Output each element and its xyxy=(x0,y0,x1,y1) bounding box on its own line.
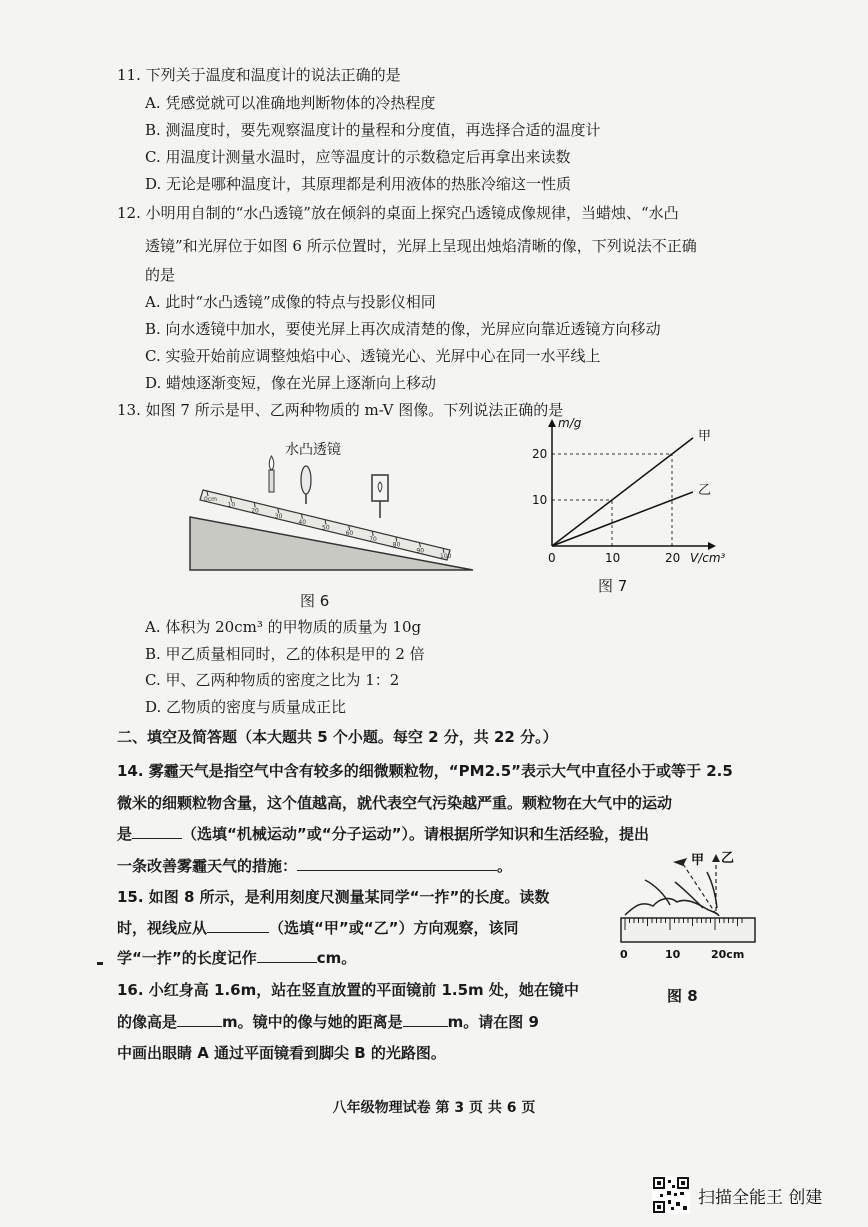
q15-line3-post: cm。 xyxy=(316,949,357,967)
q15-line3 xyxy=(117,948,356,968)
q14-line4-pre: 一条改善雾霾天气的措施： xyxy=(117,857,298,875)
eye-icon xyxy=(673,858,687,866)
q14-line3-post: （选填“机械运动”或“分子运动”）。请根据所学知识和生活经验，提出 xyxy=(182,825,649,843)
fig8-label-yi: 乙 xyxy=(721,851,735,866)
q15-blank-2[interactable] xyxy=(257,948,317,963)
q11-option-c: C. 用温度计测量水温时，应等温度计的示数稳定后再拿出来读数 xyxy=(145,148,571,166)
q16-line1: 16. 小红身高 1.6m，站在竖直放置的平面镜前 1.5m 处，她在镜中 xyxy=(117,981,579,999)
q11-stem: 11. 下列关于温度和温度计的说法正确的是 xyxy=(117,66,401,84)
fig8-label-jia: 甲 xyxy=(691,853,705,868)
fig8-tick-0: 0 xyxy=(620,948,628,961)
q13-option-b: B. 甲乙质量相同时，乙的体积是甲的 2 倍 xyxy=(145,645,425,663)
x-axis-arrow xyxy=(708,542,716,550)
ruler-tick-label: 20 xyxy=(251,507,259,515)
q11-option-b: B. 测温度时，要先观察温度计的量程和分度值，再选择合适的温度计 xyxy=(145,121,601,139)
q16-line2-c: m。请在图 9 xyxy=(447,1013,539,1031)
y-axis-arrow xyxy=(548,419,556,427)
ruler-tick-label: 90 xyxy=(416,547,425,555)
q11-option-a: A. 凭感觉就可以准确地判断物体的冷热程度 xyxy=(145,94,436,112)
x-tick-label: 0 xyxy=(548,551,556,565)
q11-option-d: D. 无论是哪种温度计，其原理都是利用液体的热胀冷缩这一性质 xyxy=(145,175,572,193)
candle-1 xyxy=(269,456,274,492)
figure-8 xyxy=(615,850,760,965)
q16-line2-b: m。镜中的像与她的距离是 xyxy=(222,1013,403,1031)
hand-outline xyxy=(625,899,719,916)
q15-line2-post: （选填“甲”或“乙”）方向观察，该同 xyxy=(269,919,519,937)
q12-option-a: A. 此时“水凸透镜”成像的特点与投影仪相同 xyxy=(145,293,436,311)
fig7-caption: 图 7 xyxy=(598,577,628,595)
y-axis-label: m/g xyxy=(558,416,582,430)
q14-line2: 微米的细颗粒物含量，这个值越高，就代表空气污染越严重。颗粒物在大气中的运动 xyxy=(117,794,673,812)
q14-line4-post: 。 xyxy=(497,857,513,875)
page-footer: 八年级物理试卷 第 3 页 共 6 页 xyxy=(332,1100,536,1116)
qr-code-icon xyxy=(652,1176,690,1214)
q16-blank-1[interactable] xyxy=(177,1012,222,1027)
q12-option-d: D. 蜡烛逐渐变短，像在光屏上逐渐向上移动 xyxy=(145,374,437,392)
q13-option-a: A. 体积为 20cm³ 的甲物质的质量为 10g xyxy=(145,618,422,636)
ruler-tick-label: 80 xyxy=(392,541,401,549)
fig6-label: 水凸透镜 xyxy=(285,442,341,458)
q14-line3 xyxy=(117,824,649,844)
sight-line-jia xyxy=(683,864,716,914)
q15-line3-pre: 学“一拃”的长度记作 xyxy=(117,949,257,967)
q15-line2 xyxy=(117,918,518,938)
fig8-tick-20: 20cm xyxy=(711,948,745,961)
x-tick-label: 10 xyxy=(605,551,621,565)
ruler-tick-label: 100 xyxy=(440,553,452,560)
q16-line2 xyxy=(117,1012,539,1032)
series-label-jia: 甲 xyxy=(698,428,712,444)
ruler-tick-label: 0cm xyxy=(204,496,217,503)
q12-stem-line1: 12. 小明用自制的“水凸透镜”放在倾斜的桌面上探究凸透镜成像规律，当蜡烛、“水凸 xyxy=(117,204,679,222)
fig8-tick-10: 10 xyxy=(665,948,681,961)
q16-blank-2[interactable] xyxy=(403,1012,448,1027)
q14-blank-2[interactable] xyxy=(297,856,497,871)
section-2-heading: 二、填空及简答题（本大题共 5 个小题。每空 2 分，共 22 分。） xyxy=(117,728,558,746)
q14-line1: 14. 雾霾天气是指空气中含有较多的细微颗粒物，“PM2.5”表示大气中直径小于或等于 2.5 xyxy=(117,762,733,780)
fig6-caption: 图 6 xyxy=(300,592,330,610)
q12-stem-line2: 透镜”和光屏位于如图 6 所示位置时，光屏上呈现出烛焰清晰的像，下列说法不正确 xyxy=(145,237,697,255)
q13-stem: 13. 如图 7 所示是甲、乙两种物质的 m-V 图像。下列说法正确的是 xyxy=(117,401,564,419)
ruler-tick-label: 10 xyxy=(227,501,236,509)
q14-line4 xyxy=(117,856,512,876)
ruler-tick-label: 40 xyxy=(298,518,307,526)
ruler-tick-label: 30 xyxy=(274,513,283,521)
q12-option-b: B. 向水透镜中加水，要使光屏上再次成清楚的像，光屏应向靠近透镜方向移动 xyxy=(145,320,661,338)
y-tick-label: 10 xyxy=(532,493,548,507)
q13-option-c: C. 甲、乙两种物质的密度之比为 1：2 xyxy=(145,671,400,689)
q15-line1: 15. 如图 8 所示，是利用刻度尺测量某同学“一拃”的长度。读数 xyxy=(117,888,550,906)
q16-line2-a: 的像高是 xyxy=(117,1013,178,1031)
q15-blank-1[interactable] xyxy=(207,918,269,933)
scan-speck xyxy=(97,962,103,965)
series-label-yi: 乙 xyxy=(698,482,712,498)
q14-blank-1[interactable] xyxy=(132,824,182,839)
scanner-watermark-text: 扫描全能王 创建 xyxy=(698,1187,823,1208)
q12-option-c: C. 实验开始前应调整烛焰中心、透镜光心、光屏中心在同一水平线上 xyxy=(145,347,601,365)
figure-6 xyxy=(185,432,475,577)
q16-line3: 中画出眼睛 A 通过平面镜看到脚尖 B 的光路图。 xyxy=(117,1044,446,1062)
fig8-caption: 图 8 xyxy=(667,987,698,1005)
ruler-tick-label: 50 xyxy=(322,524,330,532)
q14-line3-pre: 是 xyxy=(117,825,133,843)
light-screen xyxy=(372,475,388,518)
figure-7-chart xyxy=(510,416,726,578)
x-tick-label: 20 xyxy=(665,551,681,565)
q12-stem-line3: 的是 xyxy=(145,266,176,284)
ruler-tick-label: 70 xyxy=(369,535,377,543)
x-axis-label: V/cm³ xyxy=(690,551,726,565)
y-tick-label: 20 xyxy=(532,447,548,461)
scanner-watermark xyxy=(652,1175,852,1215)
water-lens xyxy=(301,466,311,504)
ruler-tick-label: 60 xyxy=(345,530,354,538)
q13-option-d: D. 乙物质的密度与质量成正比 xyxy=(145,698,347,716)
q15-line2-pre: 时，视线应从 xyxy=(117,919,208,937)
